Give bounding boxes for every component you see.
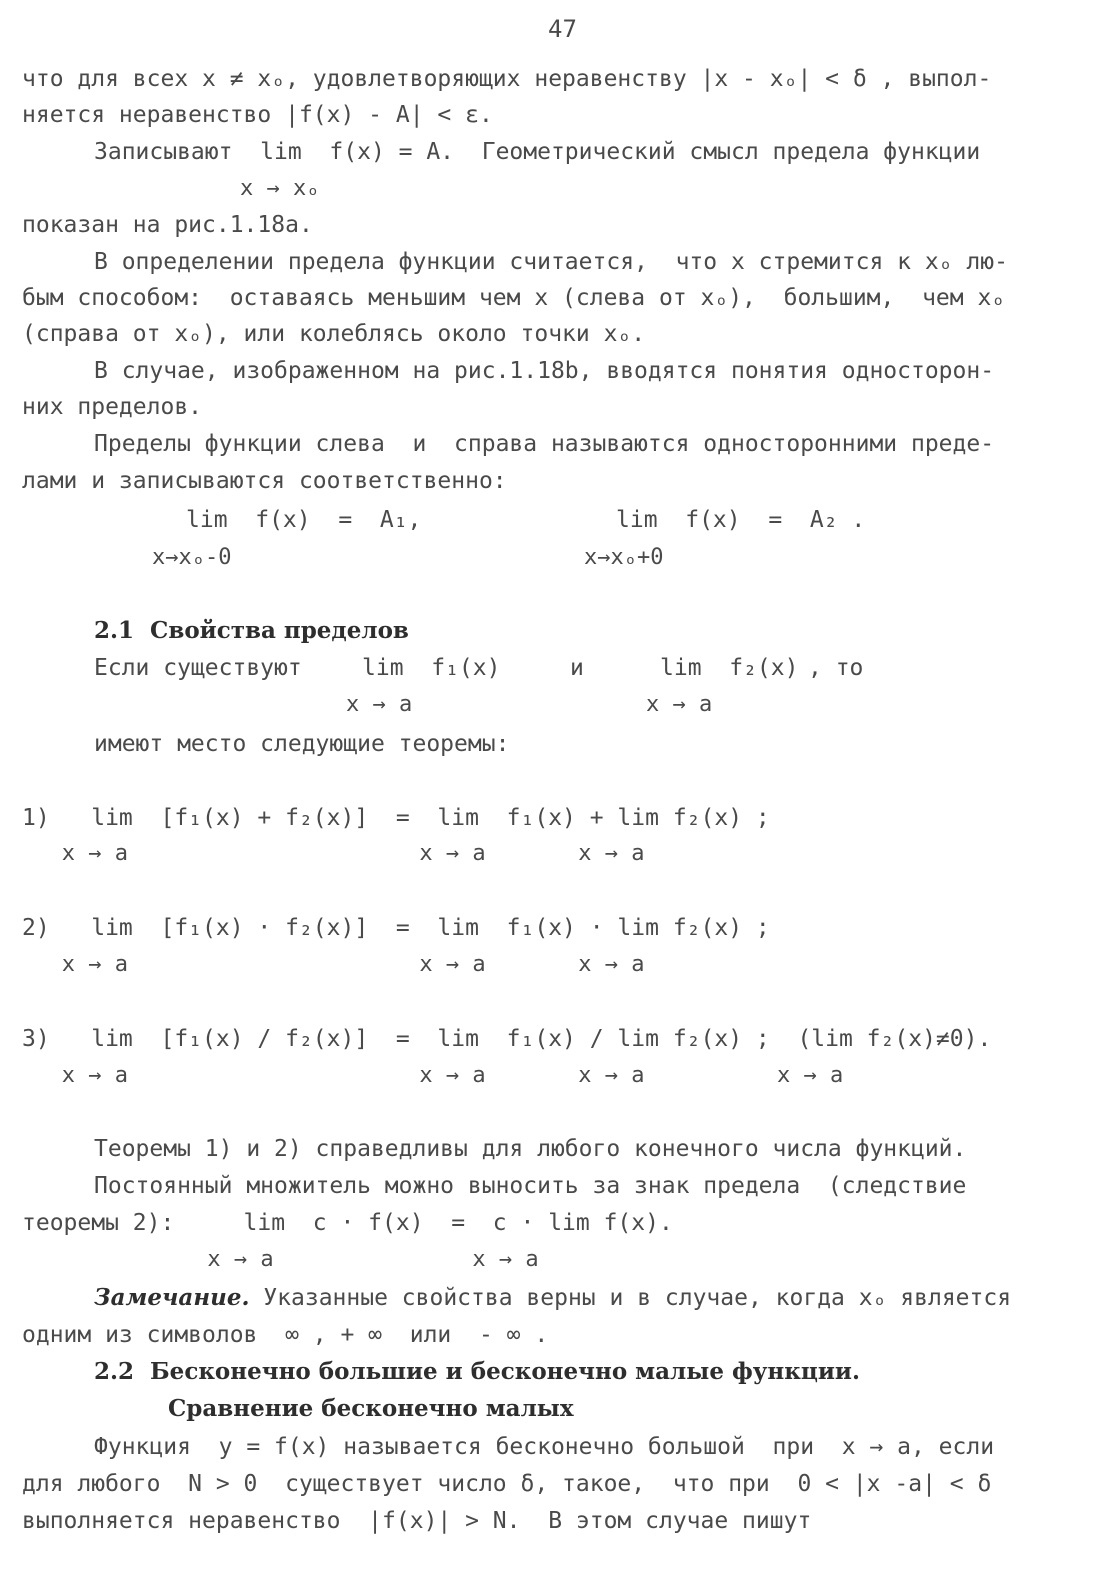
text-line-18: имеют место следующие теоремы: bbox=[94, 731, 510, 757]
theorem-1-subscripts: x → a x → a x → a bbox=[22, 841, 645, 866]
text-line-21: теоремы 2): lim c · f(x) = c · lim f(x). bbox=[22, 1210, 673, 1236]
section-heading-2-2-cont: Сравнение бесконечно малых bbox=[168, 1395, 574, 1422]
text-line-11: Пределы функции слева и справа называются односторонними преде- bbox=[94, 431, 995, 457]
text-line-16b: lim f₁(x) bbox=[362, 655, 501, 681]
text-line-6: В определении предела функции считается, что x стремится к xₒ лю- bbox=[94, 249, 1008, 275]
text-line-16c: и bbox=[570, 655, 584, 681]
right-limit-subscript: x→xₒ+0 bbox=[584, 545, 664, 570]
text-line-16e: , то bbox=[808, 655, 864, 681]
remark-line bbox=[94, 1283, 1011, 1313]
right-limit-formula: lim f(x) = A₂ . bbox=[616, 507, 866, 533]
page-number: 47 bbox=[548, 15, 577, 43]
text-line-28: для любого N > 0 существует число δ, такое, что при 0 < |x -a| < δ bbox=[22, 1471, 992, 1497]
limit-subscript-16b: x → a bbox=[646, 692, 713, 717]
theorem-1-formula: 1) lim [f₁(x) + f₂(x)] = lim f₁(x) + lim f₂(x) ; bbox=[22, 805, 770, 831]
remark-text: Указанные свойства верны и в случае, когда xₒ является bbox=[249, 1285, 1012, 1311]
section-heading-2-1: 2.1 Свойства пределов bbox=[94, 617, 409, 644]
text-line-1: что для всех x ≠ xₒ, удовлетворяющих неравенству |x - xₒ| < δ , выпол- bbox=[22, 66, 992, 92]
text-line-7: бым способом: оставаясь меньшим чем x (слева от xₒ), большим, чем xₒ bbox=[22, 285, 1006, 311]
theorem-2-subscripts: x → a x → a x → a bbox=[22, 952, 645, 977]
theorem-3-subscripts: x → a x → a x → a x → a bbox=[22, 1063, 844, 1088]
theorem-3-formula: 3) lim [f₁(x) / f₂(x)] = lim f₁(x) / lim f₂(x) ; (lim f₂(x)≠0). bbox=[22, 1026, 992, 1052]
text-line-12: лами и записываются соответственно: bbox=[22, 468, 507, 494]
text-line-16d: lim f₂(x) bbox=[660, 655, 799, 681]
text-line-2: няется неравенство |f(x) - A| < ε. bbox=[22, 102, 493, 128]
text-line-8: (справа от xₒ), или колеблясь около точки xₒ. bbox=[22, 321, 646, 347]
limit-subscript-22: x → a x → a bbox=[22, 1247, 539, 1272]
text-line-9: В случае, изображенном на рис.1.18b, вводятся понятия односторон- bbox=[94, 358, 995, 384]
left-limit-formula: lim f(x) = A₁, bbox=[186, 507, 422, 533]
text-line-3: Записывают lim f(x) = A. Геометрический смысл предела функции bbox=[94, 139, 981, 165]
theorem-2-formula: 2) lim [f₁(x) · f₂(x)] = lim f₁(x) · lim f₂(x) ; bbox=[22, 915, 770, 941]
section-heading-2-2: 2.2 Бесконечно большие и бесконечно малые функции. bbox=[94, 1358, 860, 1385]
text-line-20: Постоянный множитель можно выносить за знак предела (следствие bbox=[94, 1173, 967, 1199]
text-line-5: показан на рис.1.18a. bbox=[22, 212, 313, 238]
limit-subscript-16a: x → a bbox=[346, 692, 413, 717]
text-line-24: одним из символов ∞ , + ∞ или - ∞ . bbox=[22, 1322, 549, 1348]
text-line-16a: Если существуют bbox=[94, 655, 302, 681]
text-line-29: выполняется неравенство |f(x)| > N. В этом случае пишут bbox=[22, 1508, 812, 1534]
remark-label: Замечание. bbox=[94, 1284, 250, 1311]
text-line-27: Функция y = f(x) называется бесконечно большой при x → a, если bbox=[94, 1434, 995, 1460]
text-line-19: Теоремы 1) и 2) справедливы для любого конечного числа функций. bbox=[94, 1136, 967, 1162]
limit-subscript-1: x → xₒ bbox=[240, 176, 320, 201]
text-line-10: них пределов. bbox=[22, 394, 203, 420]
left-limit-subscript: x→xₒ-0 bbox=[152, 545, 232, 570]
